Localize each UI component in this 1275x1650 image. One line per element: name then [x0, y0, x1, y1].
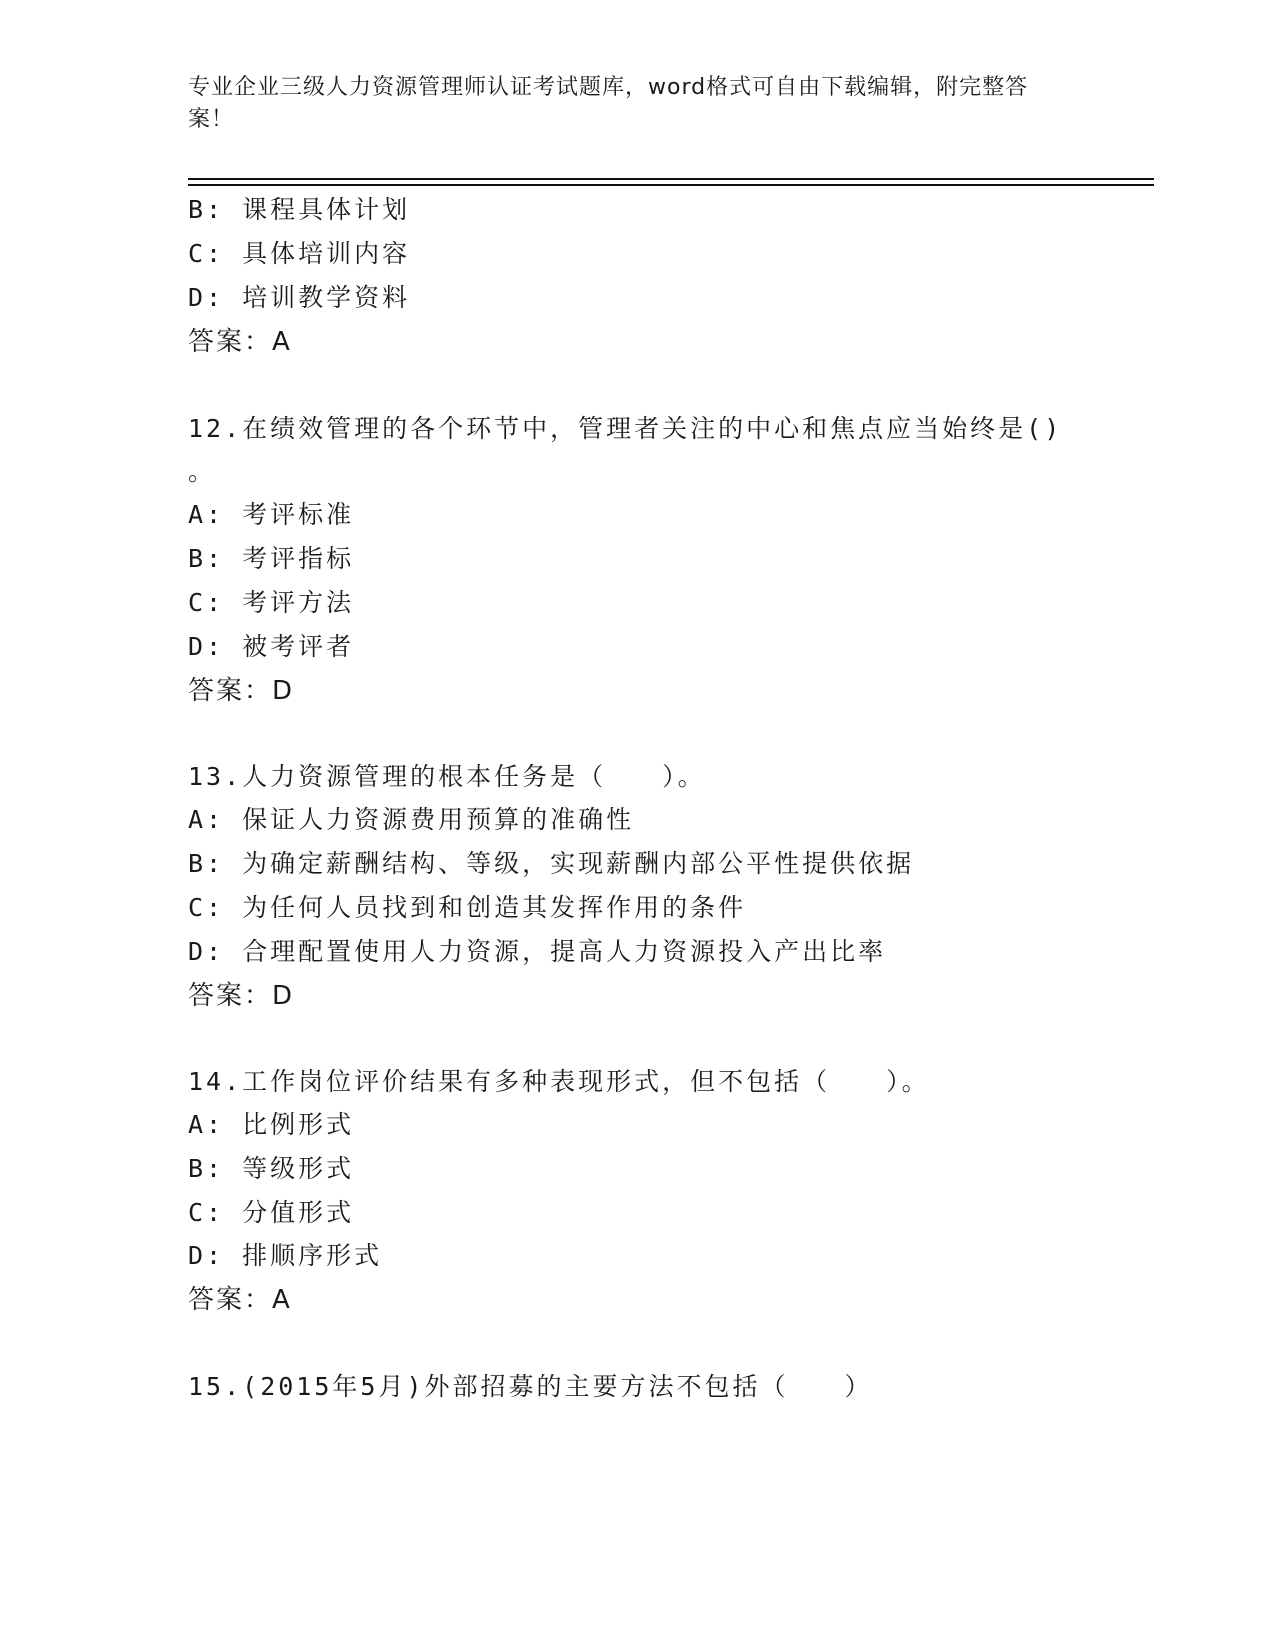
- q15-stem: 15.(2015年5月)外部招募的主要方法不包括（ ）: [188, 1372, 873, 1401]
- q14-option-b: B: 等级形式: [188, 1154, 355, 1183]
- q12-option-d: D: 被考评者: [188, 632, 355, 661]
- q13-answer: 答案：D: [188, 981, 295, 1011]
- q11-option-c: C: 具体培训内容: [188, 239, 411, 268]
- q11-answer: 答案：A: [188, 327, 292, 357]
- q14-option-a: A: 比例形式: [188, 1110, 355, 1139]
- q11-option-b: B: 课程具体计划: [188, 195, 411, 224]
- q14-option-d: D: 排顺序形式: [188, 1241, 383, 1270]
- q13-option-d: D: 合理配置使用人力资源，提高人力资源投入产出比率: [188, 937, 887, 966]
- header-rule-top: [188, 178, 1154, 180]
- q13-option-c: C: 为任何人员找到和创造其发挥作用的条件: [188, 893, 747, 922]
- q12-stem-continued: 。: [188, 457, 217, 486]
- header-rule-bottom: [188, 184, 1154, 186]
- q13-option-b: B: 为确定薪酬结构、等级，实现薪酬内部公平性提供依据: [188, 849, 915, 878]
- q12-option-b: B: 考评指标: [188, 544, 355, 573]
- document-header: 专业企业三级人力资源管理师认证考试题库，word格式可自由下载编辑，附完整答案！: [188, 75, 1029, 132]
- q12-answer: 答案：D: [188, 676, 295, 706]
- q13-stem: 13.人力资源管理的根本任务是（ ）。: [188, 762, 706, 791]
- q12-option-c: C: 考评方法: [188, 588, 355, 617]
- q14-answer: 答案：A: [188, 1285, 292, 1315]
- q14-stem: 14.工作岗位评价结果有多种表现形式，但不包括（ ）。: [188, 1067, 930, 1096]
- q11-option-d: D: 培训教学资料: [188, 283, 411, 312]
- q12-option-a: A: 考评标准: [188, 500, 355, 529]
- q13-option-a: A: 保证人力资源费用预算的准确性: [188, 805, 635, 834]
- q14-option-c: C: 分值形式: [188, 1198, 355, 1227]
- q12-stem: 12.在绩效管理的各个环节中，管理者关注的中心和焦点应当始终是(): [188, 414, 1063, 443]
